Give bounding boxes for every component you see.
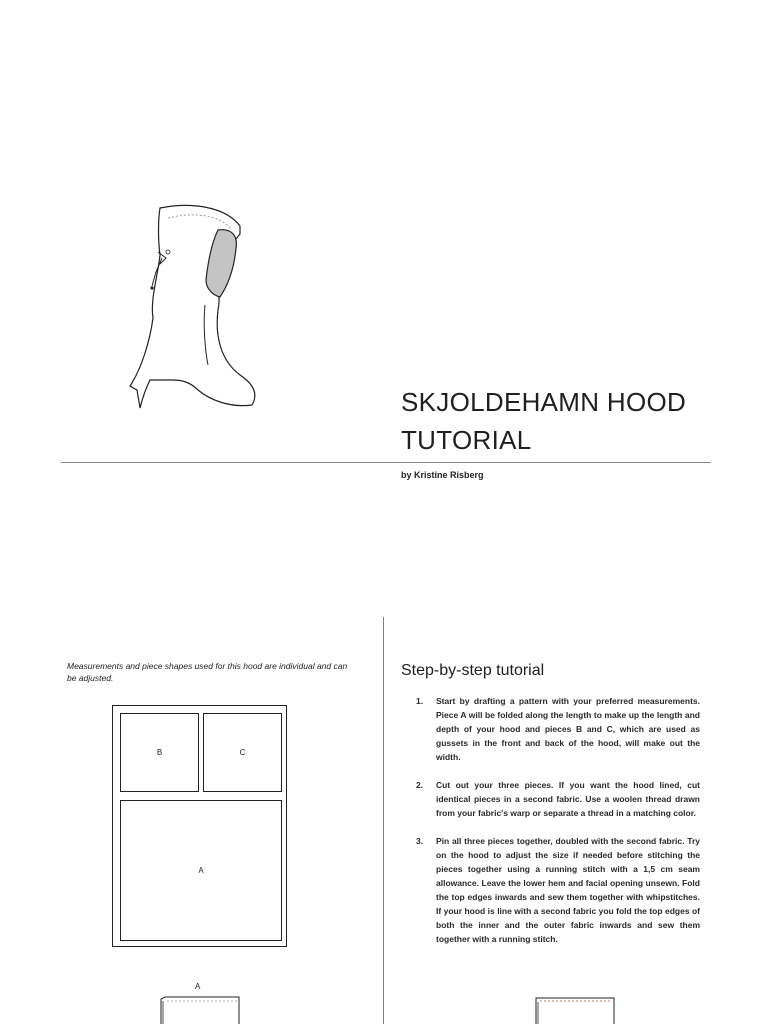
hood-illustration — [120, 200, 270, 415]
title-line-1: SKJOLDEHAMN HOOD — [401, 387, 687, 417]
step-number: 2. — [416, 780, 424, 790]
piece-c-label: C — [239, 748, 246, 757]
steps-heading: Step-by-step tutorial — [401, 662, 545, 679]
byline: by Kristine Risberg — [401, 470, 484, 480]
piece-a — [120, 800, 282, 941]
step-number: 1. — [416, 696, 424, 706]
folded-piece-sketch — [155, 993, 245, 1024]
steps-list — [416, 694, 700, 960]
step-item — [416, 778, 700, 820]
folded-piece-sketch-seamed — [530, 993, 620, 1024]
piece-b-label: B — [156, 748, 163, 757]
title-rule — [61, 462, 711, 463]
column-divider — [383, 617, 384, 1024]
step-text: Pin all three pieces together, doubled with the second fabric. Try on the hood to adjust the size if needed before stitching the pieces together using a running stitch with a 1,5 cm seam allowance. Leave the lower hem and facial opening unsewn. Fold the top edges inwards and sew them together with whipstitches. If your hood is line with a second fabric you fold the top edges of both the inner and the outer fabric inwards and sew them together with a running stitch. — [436, 836, 700, 944]
step-item — [416, 834, 700, 946]
hood-outline — [130, 205, 255, 408]
step-text: Start by drafting a pattern with your preferred measurements. Piece A will be folded along the length to make up the length and depth of your hood and pieces B and C, which are used as gussets in the front and back of the hood, will make out the width. — [436, 696, 700, 762]
drawstring-end — [150, 286, 153, 289]
measurements-note: Measurements and piece shapes used for this hood are individual and can be adjusted. — [67, 661, 348, 683]
step-number: 3. — [416, 836, 424, 846]
pattern-layout — [112, 705, 287, 947]
piece-b — [120, 713, 199, 792]
step-text: Cut out your three pieces. If you want the hood lined, cut identical pieces in a second fabric. Use a woolen thread drawn from your fabric's warp or separate a thread in a matching color. — [436, 780, 700, 818]
piece-c — [203, 713, 282, 792]
title-line-2: TUTORIAL — [401, 425, 532, 455]
piece-a-label: A — [198, 866, 204, 875]
bottom-piece-label: A — [195, 982, 201, 991]
document-title — [401, 383, 731, 459]
step-item — [416, 694, 700, 764]
